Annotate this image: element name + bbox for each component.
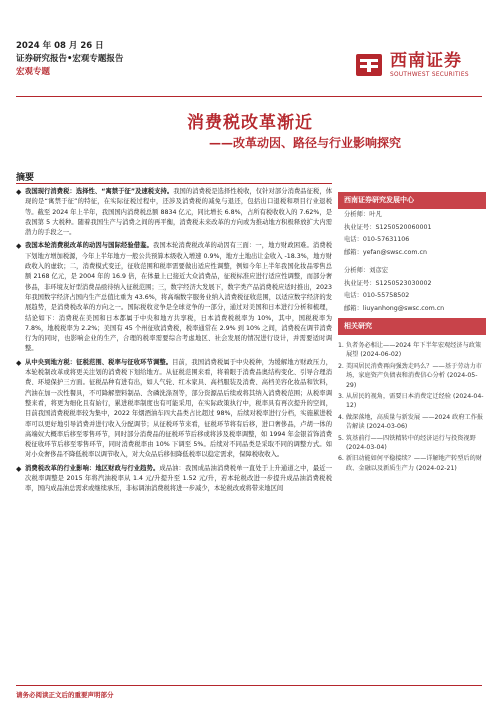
abstract-heading: 摘要	[16, 173, 35, 183]
report-subtitle: ——改革动因、路径与行业影响探究	[208, 136, 401, 150]
paragraph-body: 成品油：我国成品油消费税单一直处于上升通道之中，最近一次税率调整是 2015 年将汽油税率从 1.4 元/升提升至 1.52 元/升，若本轮税改进一步提升成品油消费税税率，国内成品油总需求或继续承压，非标调油消费税将进一步减少，本轮税改或将带来地区间	[25, 464, 333, 493]
logo-cn-text: 西南证券	[390, 50, 462, 71]
analyst-phone: 电话：010-57631106	[344, 236, 410, 243]
analyst-name: 分析师：叶凡	[344, 211, 382, 218]
report-title: 消费税改革渐近	[187, 113, 313, 133]
abstract-paragraph	[16, 358, 332, 461]
related-research-heading: 相关研究	[338, 318, 486, 335]
related-research-item[interactable]: 1. 负者务必相让——2024 年下半年宏观经济与政策展望 (2024-06-02)	[338, 342, 482, 359]
paragraph-body: 我国本轮消费税改革的动因有三面：一，地方财政困难。消费税下划地方增加税源，今年上半年地方一般公共预算本级收入增速 0.9%，地方土地出让金收入 -18.3%，地方财政收入的虚软；二，消费模式变迁，征收范围和税率需要做出适应性调整，例如今年上半年我国化妆品零售总额 2168 亿元，是 2004 年的 16.9 倍，在体量上已接近大众消费品，征税标准应进行适应性调整，而部分奢侈品，非环境友好型消费品亟待纳入征税范围；三，数字经济大发展下，数字类产品消费税应适时推出，2023 年我国数字经济占国内生产总值比重为 43.6%，将高端数字服务业纳入消费税征收范围，以适应数字经济的发展趋势，是消费税改革的方向之一。国际税收竞争是全球竞争的一部分，通过对美国和日本进行分析和梳理，结论如下：消费税在美国和日本都属于中央和地方共享税，日本消费税税率为 10%，其中，国税税率为 7.8%，地税税率为 2.2%；美国有 45 个州征收消费税，税率通常在 2.9% 到 10% 之间，消费税在调节消费行为的同时，也影响企业的生产，合理的税率需要综合考虑地区、社会发展的情况进行设计，并需要适时调整。	[25, 242, 333, 353]
analyst-name: 分析师：刘彦宏	[344, 267, 389, 274]
bullet-icon: ◆	[16, 188, 22, 196]
related-research-item[interactable]: 6. 新旧动能如何平稳接续？——详解地产转型后的财政、金融以及新质生产力 (2024-02-21)	[338, 455, 482, 472]
paragraph-lead: 消费税改革的行业影响：地区财政与行业趋势。	[25, 464, 160, 472]
analyst-panel-heading: 西南证券研究发展中心	[338, 192, 486, 209]
footer-divider	[16, 685, 482, 686]
paragraph-lead: 我国现行消费税：选择性、“寓禁于征”及速税支持。	[25, 188, 174, 195]
analyst-info	[338, 209, 486, 315]
abstract-body	[16, 187, 332, 498]
analyst-license: 执业证号：S1250520060001	[344, 223, 432, 231]
company-logo	[354, 44, 482, 86]
abstract-divider	[16, 183, 332, 184]
bullet-icon: ◆	[16, 464, 22, 473]
paragraph-lead: 从中央到地方税：征税范围、税率与征收环节调整。	[25, 358, 173, 366]
related-research-item[interactable]: 3. 从居民的视角，需要日本消费定迁经验 (2024-04-12)	[338, 393, 484, 410]
paragraph-lead: 我国本轮消费税改革的动因与国际经验借鉴。	[25, 242, 153, 250]
analyst-email[interactable]: 邮箱：liuyanhong@swsc.com.cn	[344, 304, 445, 312]
logo-mark-icon	[354, 50, 384, 80]
analyst-email[interactable]: 邮箱：yefan@swsc.com.cn	[344, 248, 427, 256]
abstract-paragraph	[16, 187, 332, 238]
analyst-license: 执业证号：S1250523030002	[344, 279, 432, 287]
paragraph-body: 目前，我国消费税属于中央税种，为缓解地方财政压力，本轮税制改革或将更关注划的消费税下划给地方。从征税范围来看，将着眼于消费品奥结构变化、引导合理消费、环境保护三方面。征税品种有进有出，如人气轮、红木家具、高档服装及消费、高档美容化妆品和饮料，汽油在加一次性餐具，不可降解塑料制品、含磷洗涤剂等，部分资源品后续或将其纳入消费税范围；从税率调整来看，将更为细化且有始行，累进税率制度也有可能采用，在实际政策执行中，税率具有再次提升的空间，目前我国消费税税率较为集中，2022 年烟酒油车四大品类占比超过 98%，后续对税率进行分档，实施累进税率可以更好地引导消费并进行收入分配调节；从征税环节来看，征税环节将有后移，进口奢侈品，卢胡一体的高端奴大概率后移至零售环节，同时部分消费品的征税环节后移或将涉及税率调整，如 1994 年金银首饰消费税征收环节后移至零售环节，同时消费税率由 10% 下调至 5%。后续对不同品类是采取不同的调整方式。如对小众奢侈品不降低税率以调节收入，对大众品后移但降低税率以稳定需求，保障税收收入。	[25, 358, 333, 459]
abstract-paragraph	[16, 464, 332, 495]
related-research-panel	[338, 318, 486, 475]
related-research-item[interactable]: 5. 筑基前行——四铁精转中的经济运行与投资视野 (2024-03-04)	[338, 434, 476, 452]
analyst-phone: 电话：010-55758502	[344, 292, 410, 299]
report-type: 证券研究报告•宏观专题报告	[16, 54, 124, 64]
bullet-icon: ◆	[16, 242, 22, 251]
report-date: 2024 年 08 月 26 日	[16, 41, 104, 51]
related-research-item[interactable]: 4. 做深落地，高质量与新发展 ——2024 政府工作报告解读 (2024-03-06)	[338, 413, 484, 431]
logo-en-text: SOUTHWEST SECURITIES	[390, 71, 469, 78]
paragraph-body: 我国的消费税是选择性税收，仅针对部分消费品征税，体现的是“寓禁于征”的特征，在实际征税过程中，还涉及消费税的减免与退还，包括出口退税和项目行业退税等。截至 2024 年上半年，我国国内消费税总额 8834 亿元，同比增长 6.8%，占所有税收收入的 7.62%，是我国第 5 大税种。随着我国生产与消费之间的再平衡，消费税未来改革的方向或为推动地方积极释放扩大内需潜力的手段之一。	[25, 188, 333, 237]
abstract-paragraph	[16, 241, 332, 354]
bullet-icon: ◆	[16, 358, 22, 367]
footer-disclaimer: 请务必阅读正文后的重要声明部分	[16, 691, 114, 699]
related-research-list	[338, 341, 486, 473]
related-research-item[interactable]: 2. 美国居民消费再向强劲走吗么？——基于劳动力市场，家庭资产负债表和消费信心分析 (2024-05-29)	[338, 362, 482, 389]
report-topic: 宏观专题	[16, 67, 51, 77]
report-meta	[16, 40, 316, 79]
analyst-panel	[338, 192, 486, 315]
header-divider	[16, 96, 482, 97]
